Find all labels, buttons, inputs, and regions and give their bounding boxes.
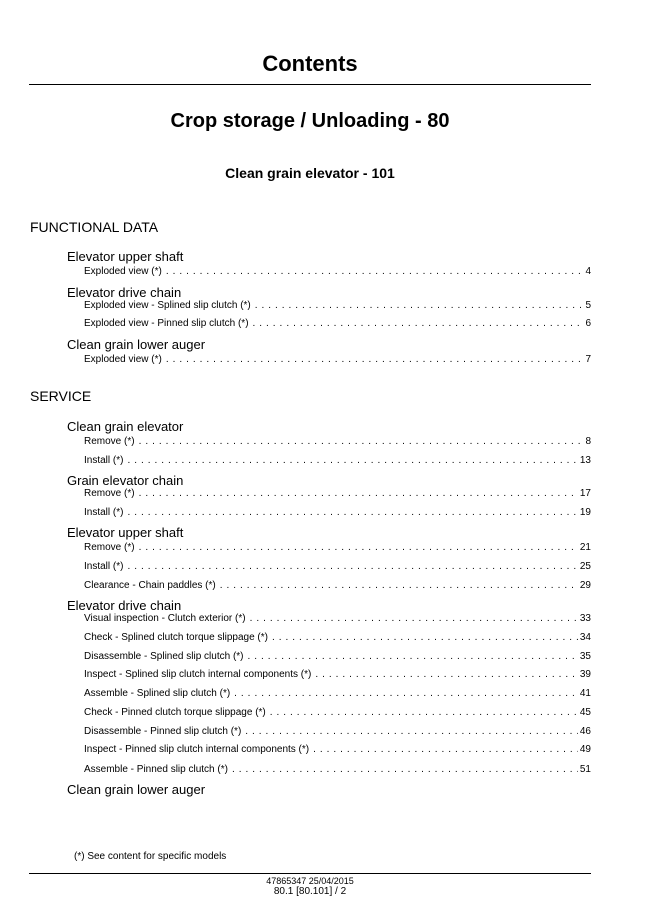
dot-leader: [139, 488, 578, 499]
footer-page-ref: 80.1 [80.101] / 2: [273, 886, 347, 897]
top-rule: [29, 84, 591, 85]
entry-page: 35: [579, 651, 591, 662]
entry-page: 29: [579, 580, 591, 591]
entry-label: Install (*): [84, 507, 124, 518]
toc-entry[interactable]: [84, 354, 591, 368]
page-title: Contents: [262, 51, 358, 76]
entry-label: Clearance - Chain paddles (*): [84, 580, 216, 591]
entry-label: Remove (*): [84, 542, 135, 553]
entry-page: 17: [579, 488, 591, 499]
dot-leader: [139, 436, 584, 447]
group-title: Grain elevator chain: [67, 473, 184, 488]
entry-label: Remove (*): [84, 488, 135, 499]
toc-entry[interactable]: [84, 318, 591, 332]
entry-page: 34: [579, 632, 591, 643]
entry-page: 49: [579, 744, 591, 755]
toc-entry[interactable]: [84, 580, 591, 594]
toc-entry[interactable]: [84, 300, 591, 314]
entry-label: Exploded view - Splined slip clutch (*): [84, 300, 251, 311]
toc-entry[interactable]: [84, 651, 591, 665]
toc-entry[interactable]: [84, 436, 591, 450]
entry-page: 45: [579, 707, 591, 718]
dot-leader: [166, 266, 584, 277]
toc-entry[interactable]: [84, 507, 591, 521]
group-title: Elevator upper shaft: [67, 249, 184, 264]
dot-leader: [127, 455, 577, 466]
entry-page: 21: [579, 542, 591, 553]
entry-label: Install (*): [84, 455, 124, 466]
entry-label: Assemble - Pinned slip clutch (*): [84, 764, 228, 775]
entry-label: Check - Pinned clutch torque slippage (*): [84, 707, 266, 718]
entry-label: Disassemble - Splined slip clutch (*): [84, 651, 244, 662]
entry-page: 8: [585, 436, 591, 447]
entry-page: 33: [579, 613, 591, 624]
toc-entry[interactable]: [84, 764, 591, 778]
toc-entry[interactable]: [84, 542, 591, 556]
entry-page: 39: [579, 669, 591, 680]
entry-page: 4: [585, 266, 591, 277]
entry-page: 19: [579, 507, 591, 518]
entry-page: 41: [579, 688, 591, 699]
toc-entry[interactable]: [84, 561, 591, 575]
dot-leader: [315, 669, 578, 680]
group-title: Clean grain lower auger: [67, 782, 206, 797]
subsection-title: Clean grain elevator - 101: [225, 165, 395, 181]
dot-leader: [250, 613, 578, 624]
entry-page: 7: [585, 354, 591, 365]
group-title: Clean grain elevator: [67, 419, 184, 434]
dot-leader: [139, 542, 578, 553]
toc-entry[interactable]: [84, 669, 591, 683]
dot-leader: [127, 507, 577, 518]
group-title: Elevator drive chain: [67, 285, 182, 300]
dot-leader: [270, 707, 578, 718]
dot-leader: [245, 726, 578, 737]
dot-leader: [166, 354, 584, 365]
entry-label: Check - Splined clutch torque slippage (*): [84, 632, 268, 643]
entry-label: Exploded view (*): [84, 266, 162, 277]
dot-leader: [313, 744, 578, 755]
toc-entry[interactable]: [84, 613, 591, 627]
dot-leader: [234, 688, 578, 699]
dot-leader: [220, 580, 578, 591]
toc-entry[interactable]: [84, 488, 591, 502]
dot-leader: [255, 300, 584, 311]
heading-service: SERVICE: [30, 388, 92, 404]
entry-label: Inspect - Splined slip clutch internal components (*): [84, 669, 312, 680]
toc-entry[interactable]: [84, 632, 591, 646]
entry-label: Exploded view - Pinned slip clutch (*): [84, 318, 249, 329]
entry-page: 5: [585, 300, 591, 311]
footer-doc-date: 47865347 25/04/2015: [266, 876, 354, 886]
dot-leader: [272, 632, 578, 643]
toc-entry[interactable]: [84, 726, 591, 740]
group-title: Elevator upper shaft: [67, 525, 184, 540]
entry-label: Remove (*): [84, 436, 135, 447]
toc-entry[interactable]: [84, 707, 591, 721]
entry-page: 6: [585, 318, 591, 329]
entry-page: 13: [579, 455, 591, 466]
footnote: (*) See content for specific models: [74, 851, 227, 862]
entry-label: Disassemble - Pinned slip clutch (*): [84, 726, 242, 737]
heading-functional-data: FUNCTIONAL DATA: [30, 219, 159, 235]
entry-label: Exploded view (*): [84, 354, 162, 365]
entry-label: Inspect - Pinned slip clutch internal components (*): [84, 744, 310, 755]
entry-label: Assemble - Splined slip clutch (*): [84, 688, 231, 699]
entry-page: 51: [579, 764, 591, 775]
section-title: Crop storage / Unloading - 80: [170, 110, 450, 132]
entry-label: Visual inspection - Clutch exterior (*): [84, 613, 246, 624]
entry-page: 46: [579, 726, 591, 737]
entry-label: Install (*): [84, 561, 124, 572]
group-title: Clean grain lower auger: [67, 337, 206, 352]
dot-leader: [232, 764, 578, 775]
dot-leader: [127, 561, 577, 572]
dot-leader: [248, 651, 578, 662]
toc-entry[interactable]: [84, 266, 591, 280]
bottom-rule: [29, 873, 591, 874]
dot-leader: [253, 318, 584, 329]
entry-page: 25: [579, 561, 591, 572]
group-title: Elevator drive chain: [67, 598, 182, 613]
toc-entry[interactable]: [84, 455, 591, 469]
toc-entry[interactable]: [84, 744, 591, 758]
toc-entry[interactable]: [84, 688, 591, 702]
